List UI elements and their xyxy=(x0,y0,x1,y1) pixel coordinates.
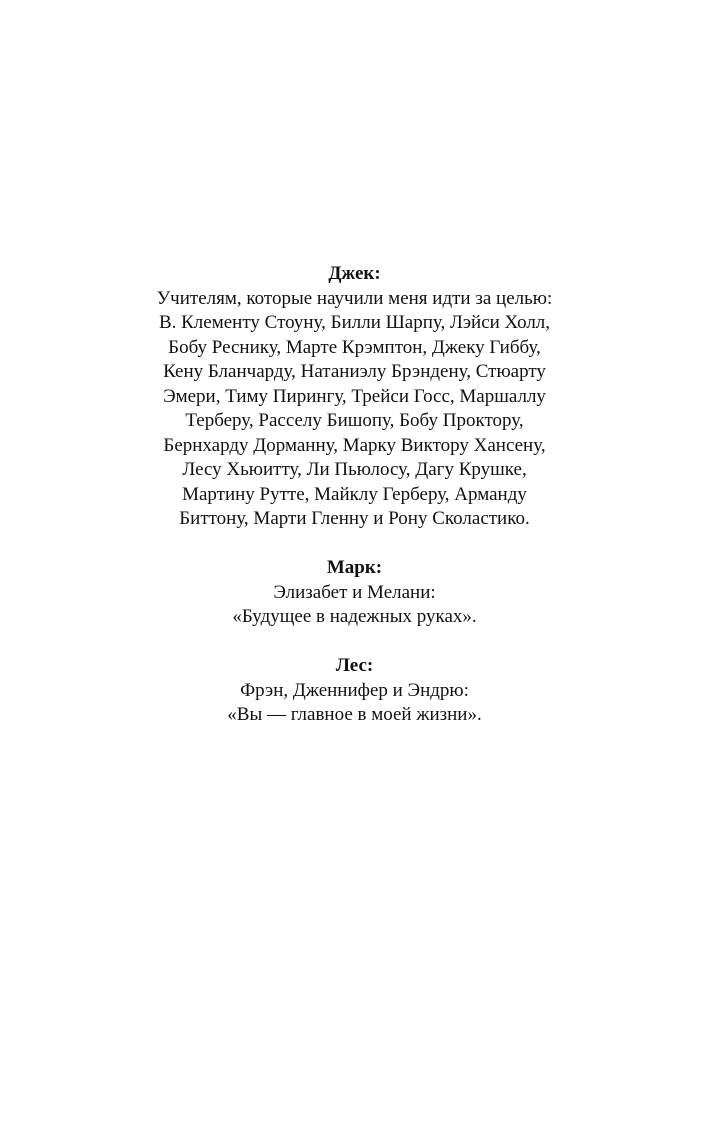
dedication-line: Мартину Рутте, Майклу Герберу, Арманду xyxy=(182,483,527,505)
dedication-les xyxy=(0,654,709,728)
dedication-heading-les: Лес: xyxy=(335,655,374,676)
dedication-line: Терберу, Расселу Бишопу, Бобу Проктору, xyxy=(185,410,524,431)
dedication-block xyxy=(0,262,709,728)
dedication-line: Лесу Хьюитту, Ли Пьюлосу, Дагу Крушке, xyxy=(182,459,527,480)
dedication-line: Элизабет и Мелани: xyxy=(273,581,436,603)
dedication-heading-jack: Джек: xyxy=(328,263,381,284)
dedication-heading-mark: Марк: xyxy=(326,557,383,578)
dedication-line: Эмери, Тиму Пирингу, Трейси Госс, Маршаллу xyxy=(163,385,546,407)
dedication-line: Бернхарду Дорманну, Марку Виктору Хансену, xyxy=(163,434,546,456)
dedication-line: «Вы — главное в моей жизни». xyxy=(227,704,482,725)
dedication-mark xyxy=(0,556,709,630)
dedication-line: Биттону, Марти Гленну и Рону Сколастико. xyxy=(179,508,530,529)
dedication-line: В. Клементу Стоуну, Билли Шарпу, Лэйси Холл, xyxy=(158,312,551,333)
dedication-jack xyxy=(0,262,709,532)
dedication-line: Фрэн, Дженнифер и Эндрю: xyxy=(240,679,469,701)
dedication-line: «Будущее в надежных руках». xyxy=(232,606,477,627)
dedication-line: Кену Бланчарду, Натаниэлу Брэндену, Стюарту xyxy=(163,361,546,382)
dedication-line: Бобу Реснику, Марте Крэмптон, Джеку Гиббу, xyxy=(168,336,541,358)
dedication-line: Учителям, которые научили меня идти за целью: xyxy=(156,287,553,309)
